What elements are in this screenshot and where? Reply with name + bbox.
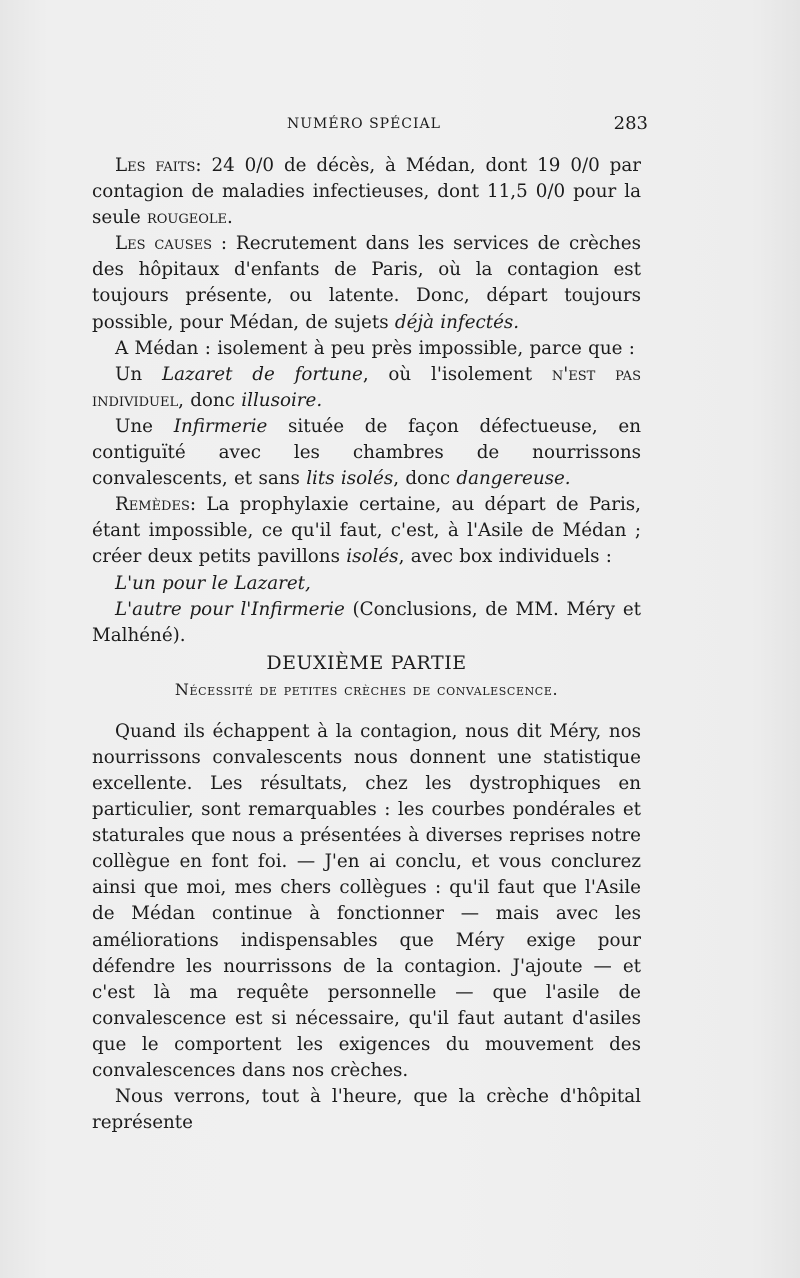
paragraph-creche-hopital: Nous verrons, tout à l'heure, que la crèche d'hôpital représente [92,1086,641,1134]
emph-isoles: isolés [346,546,399,568]
part-title: DEUXIÈME PARTIE [266,651,467,674]
page-number: 283 [613,113,648,134]
emph-rougeole: rougeole [146,207,228,229]
paragraph-lazaret: Un Lazaret de fortune, où l'isolement n'est pas individuel, donc illusoire. [92,363,641,411]
label-faits: Les faits [115,155,196,176]
emph-deja-infectes: déjà infectés. [394,311,520,333]
paragraph-remedes: Remèdes: La prophylaxie certaine, au départ de Paris, étant impossible, ce qu'il faut, c'est, à l'Asile de Médan ; créer deux petits pavillons isolés, avec box individuels : [92,494,641,568]
text-faits: : 24 0/0 de décès, à Médan, dont 19 0/0 par contagion de maladies infectieuses, dont 11,5 0/0 pour la seule [92,155,641,229]
paragraph-lazaret-line: L'un pour le Lazaret, [115,572,311,594]
emph-infirmerie: Infirmerie [173,415,268,437]
label-remedes: Remèdes [115,494,190,516]
body-text [92,153,641,1136]
paragraph-infirmerie-line: L'autre pour l'Infirmerie (Conclusions, de MM. Méry et Malhéné). [92,598,641,646]
part-subtitle: Nécessité de petites crèches de convalescence. [174,679,559,699]
paragraph-faits: Les faits: 24 0/0 de décès, à Médan, dont 19 0/0 par contagion de maladies infectieuses, dont 11,5 0/0 pour la seule rougeole. [92,155,641,229]
emph-lazaret: Lazaret de fortune [161,363,363,385]
page-header [92,113,648,140]
emph-lits-isoles: lits isolés [306,468,394,490]
emph-dangereuse: dangereuse. [456,468,571,490]
paragraph-causes [92,231,641,335]
emph-illusoire: illusoire. [241,389,323,411]
smallcaps-individuel: n'est pas individuel [92,363,641,411]
label-causes: Les causes [115,233,213,255]
paragraph-infirmerie: Une Infirmerie située de façon défectueuse, en contiguïté avec les chambres de nourrissons convalescents, et sans lits isolés, donc dangereuse. [92,415,641,490]
paragraph-isolement: A Médan : isolement à peu près impossible, parce que : [115,337,635,359]
paragraph-convalescence: Quand ils échappent à la contagion, nous dit Méry, nos nourrissons convalescents nous donnent une statistique excellente. Les résultats, chez les dystrophiques en particulier, sont remarquables : les courbes pondérales et staturales que nous a présentées à diverses reprises notre collègue en font foi. — J'en ai conclu, et vous conclurez ainsi que moi, mes chers collègues : qu'il faut que l'Asile de Médan continue à fonctionner — mais avec les améliorations indispensables que Méry exige pour défendre les nourrissons de la contagion. J'ajoute — et c'est là ma requête personnelle — que l'asile de convalescence est si nécessaire, qu'il faut autant d'asiles que le comportent les exigences du mouvement des convalescences dans nos crèches. [92,720,641,1081]
running-head: NUMÉRO SPÉCIAL [287,116,441,132]
text-causes: : Recrutement dans les services de crèches des hôpitaux d'enfants de Paris, où la contagion est toujours présente, ou latente. Donc, départ toujours possible, pour Médan, de sujets [92,233,641,333]
